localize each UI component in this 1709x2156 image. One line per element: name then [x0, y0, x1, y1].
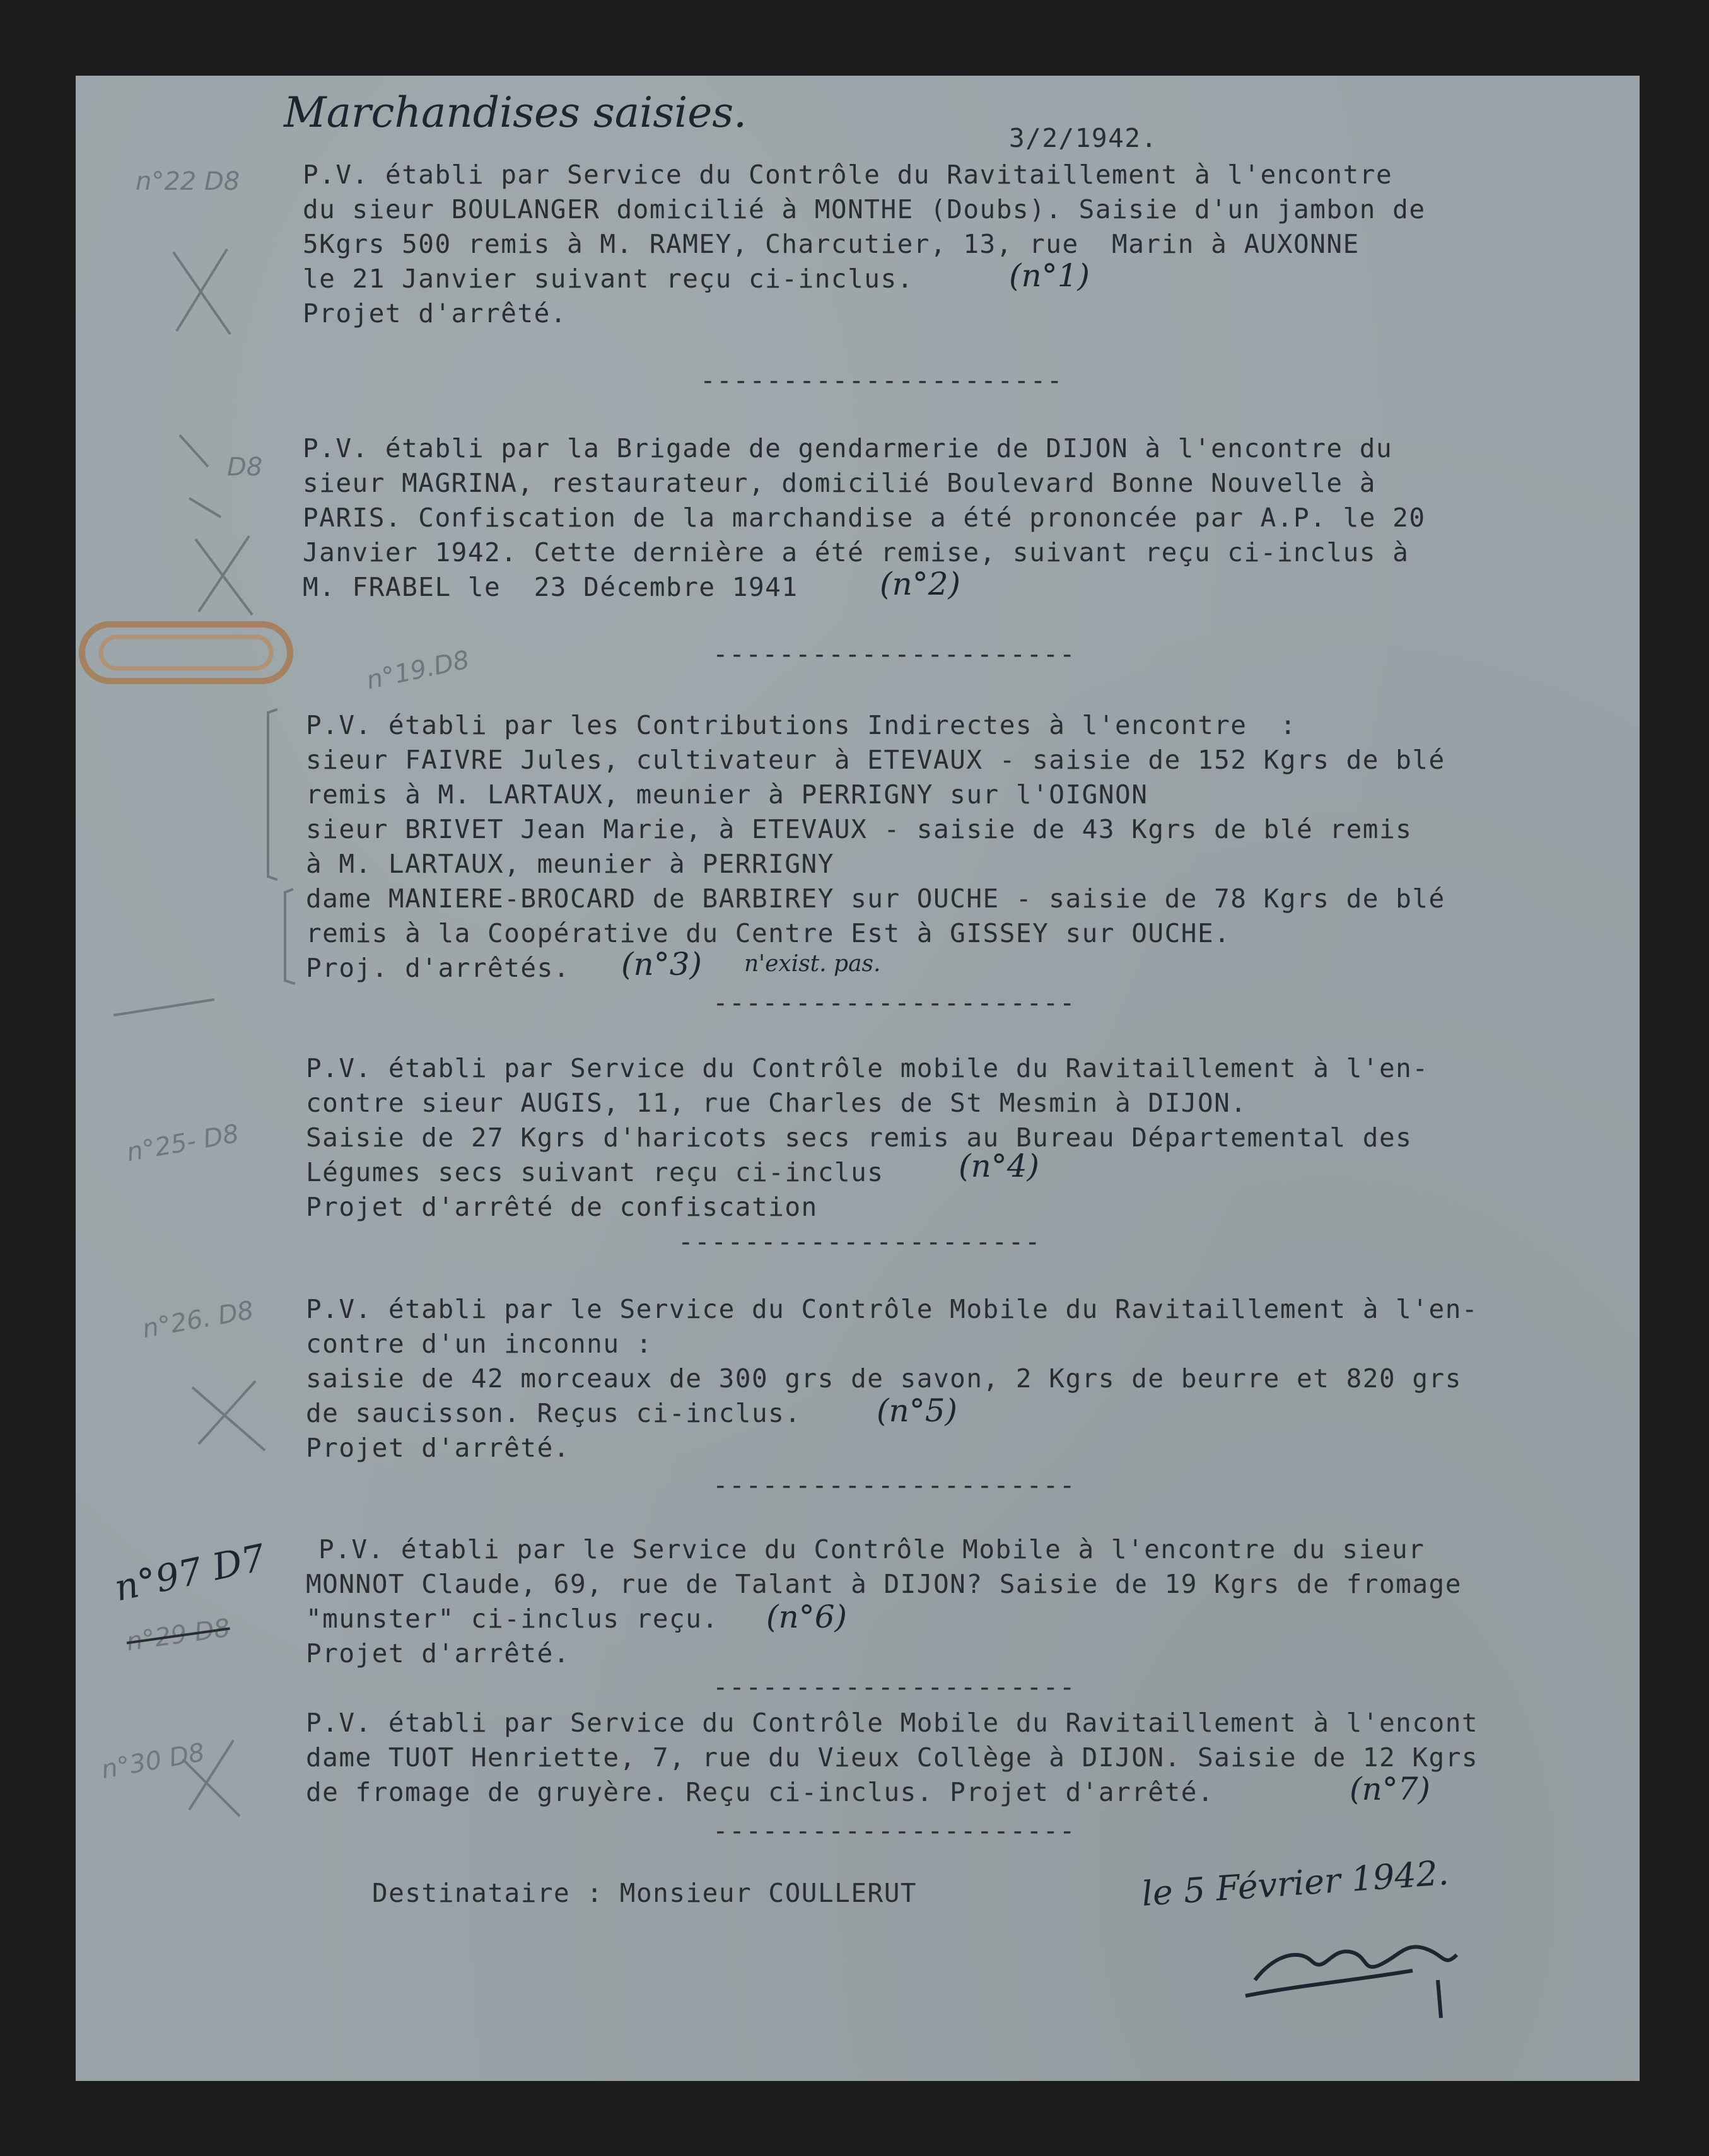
- entry-line: P.V. établi par les Contributions Indirectes à l'encontre :: [306, 710, 1297, 740]
- entry-line: P.V. établi par Service du Contrôle du Ravitaillement à l'encontre: [303, 160, 1393, 190]
- margin-note: n°30 D8: [99, 1738, 207, 1785]
- entry-line: Légumes secs suivant reçu ci-inclus: [306, 1157, 884, 1187]
- entry-line: sieur BRIVET Jean Marie, à ETEVAUX - saisie de 43 Kgrs de blé remis: [306, 814, 1413, 844]
- handwritten-date: le 5 Février 1942.: [1140, 1853, 1450, 1914]
- entry-line: contre d'un inconnu :: [306, 1329, 653, 1359]
- entry-line: Proj. d'arrêtés.: [306, 953, 570, 983]
- entry-line: saisie de 42 morceaux de 300 grs de savon, 2 Kgrs de beurre et 820 grs: [306, 1363, 1462, 1394]
- margin-note: n°26. D8: [140, 1295, 256, 1344]
- separator: ----------------------: [713, 1672, 1076, 1702]
- entry-line: de fromage de gruyère. Reçu ci-inclus. Projet d'arrêté.: [306, 1777, 1215, 1807]
- entry-line: Projet d'arrêté.: [303, 298, 567, 329]
- entry-line: dame MANIERE-BROCARD de BARBIREY sur OUCHE - saisie de 78 Kgrs de blé: [306, 883, 1445, 914]
- margin-note: n°97 D7: [110, 1535, 269, 1610]
- entry-annotation: (n°3): [621, 946, 703, 982]
- entry-line: MONNOT Claude, 69, rue de Talant à DIJON? Saisie de 19 Kgrs de fromage: [306, 1569, 1462, 1599]
- entry-line: Projet d'arrêté.: [306, 1433, 570, 1463]
- entry-line: sieur MAGRINA, restaurateur, domicilié Boulevard Bonne Nouvelle à: [303, 468, 1376, 498]
- separator: ----------------------: [713, 988, 1076, 1018]
- entry-line: P.V. établi par la Brigade de gendarmerie de DIJON à l'encontre du: [303, 433, 1393, 463]
- entry-line: Janvier 1942. Cette dernière a été remise, suivant reçu ci-inclus à: [303, 537, 1409, 568]
- typed-date: 3/2/1942.: [1009, 123, 1158, 153]
- entry-line: à M. LARTAUX, meunier à PERRIGNY: [306, 849, 834, 879]
- entry-line: sieur FAIVRE Jules, cultivateur à ETEVAUX - saisie de 152 Kgrs de blé: [306, 745, 1445, 775]
- entry-line: P.V. établi par Service du Contrôle Mobile du Ravitaillement à l'encont: [306, 1708, 1479, 1738]
- separator: ----------------------: [713, 1815, 1076, 1846]
- entry-line: 5Kgrs 500 remis à M. RAMEY, Charcutier, 13, rue Marin à AUXONNE: [303, 229, 1360, 259]
- entry-annotation: (n°2): [880, 566, 961, 602]
- entry-line: P.V. établi par le Service du Contrôle Mobile à l'encontre du sieur: [318, 1534, 1425, 1565]
- entry-line: P.V. établi par le Service du Contrôle Mobile du Ravitaillement à l'en-: [306, 1294, 1479, 1324]
- entry-line: Projet d'arrêté.: [306, 1638, 570, 1669]
- entry-line: dame TUOT Henriette, 7, rue du Vieux Collège à DIJON. Saisie de 12 Kgrs: [306, 1742, 1479, 1773]
- entry-annotation: (n°5): [877, 1392, 958, 1429]
- entry-annotation: (n°7): [1350, 1771, 1431, 1807]
- entry-line: le 21 Janvier suivant reçu ci-inclus.: [303, 264, 914, 294]
- entry-line: "munster" ci-inclus reçu.: [306, 1604, 719, 1634]
- handwritten-title: Marchandises saisies.: [284, 88, 747, 137]
- margin-note: n°22 D8: [136, 167, 240, 196]
- entry-line: P.V. établi par Service du Contrôle mobile du Ravitaillement à l'en-: [306, 1053, 1429, 1083]
- entry-annotation: (n°6): [766, 1599, 848, 1635]
- entry-line: contre sieur AUGIS, 11, rue Charles de St Mesmin à DIJON.: [306, 1088, 1247, 1118]
- entry-annotation: (n°4): [959, 1148, 1040, 1184]
- entry-line: Projet d'arrêté de confiscation: [306, 1192, 818, 1222]
- separator: ----------------------: [678, 1227, 1042, 1257]
- entry-annotation-note: n'exist. pas.: [744, 951, 881, 977]
- margin-note-struck: n°29 D8: [124, 1613, 232, 1657]
- margin-note: n°19.D8: [364, 645, 472, 696]
- separator: ----------------------: [713, 1470, 1076, 1500]
- entry-line: de saucisson. Reçus ci-inclus.: [306, 1398, 802, 1428]
- margin-note: n°25- D8: [124, 1119, 242, 1168]
- entry-line: remis à M. LARTAUX, meunier à PERRIGNY sur l'OIGNON: [306, 779, 1148, 810]
- entry-line: PARIS. Confiscation de la marchandise a été prononcée par A.P. le 20: [303, 503, 1426, 533]
- margin-note: D8: [227, 453, 263, 482]
- entry-line: Saisie de 27 Kgrs d'haricots secs remis au Bureau Départemental des: [306, 1122, 1413, 1153]
- recipient-line: Destinataire : Monsieur COULLERUT: [372, 1878, 918, 1908]
- separator: ----------------------: [700, 365, 1064, 395]
- separator: ----------------------: [713, 639, 1076, 669]
- entry-line: du sieur BOULANGER domicilié à MONTHE (Doubs). Saisie d'un jambon de: [303, 194, 1426, 224]
- entry-line: M. FRABEL le 23 Décembre 1941: [303, 572, 798, 602]
- entry-annotation: (n°1): [1009, 257, 1090, 294]
- entry-line: remis à la Coopérative du Centre Est à GISSEY sur OUCHE.: [306, 918, 1231, 948]
